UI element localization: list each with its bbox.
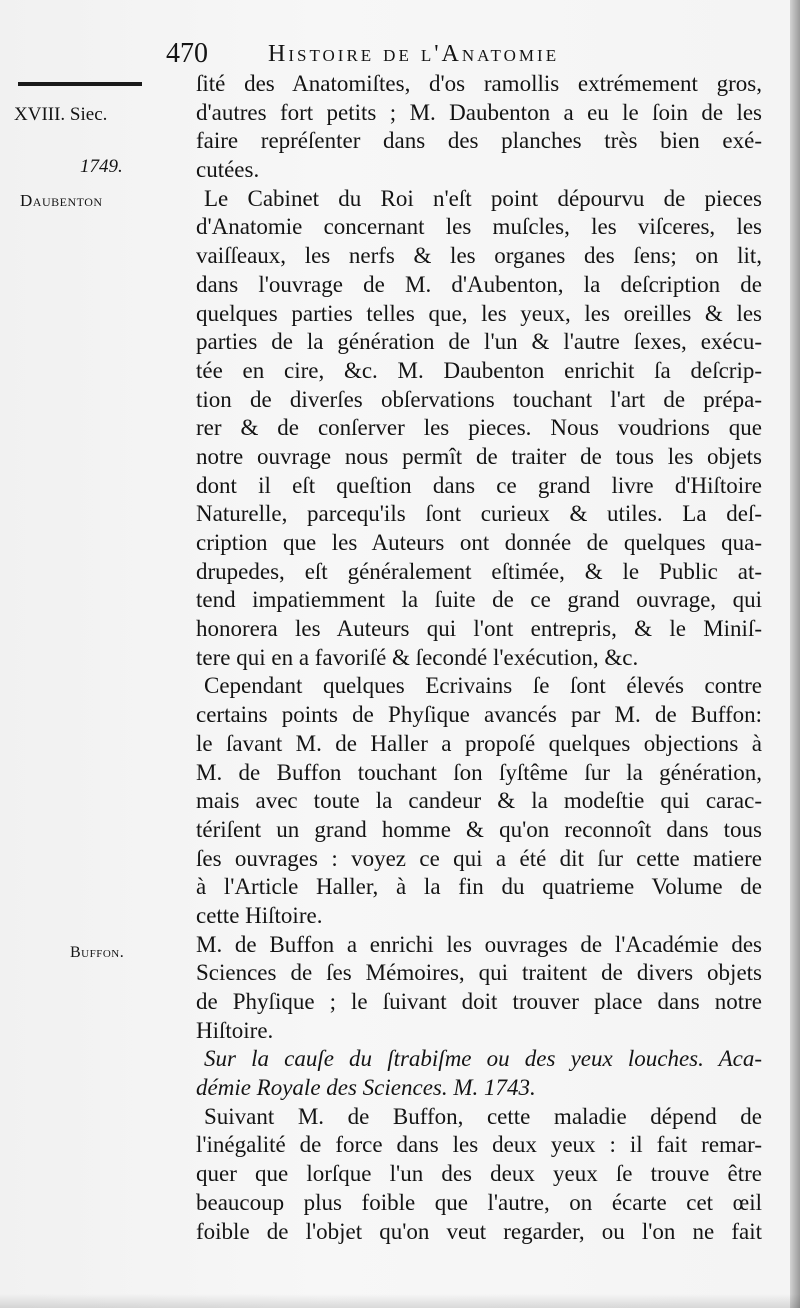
running-title: Histoire de l'Anatomie [268, 41, 560, 67]
text-line: à l'Article Haller, à la fin du quatrieme Volume de [196, 874, 762, 900]
text-line: dans l'ouvrage de M. d'Aubenton, la deſcription de [196, 271, 762, 297]
text-line: Suivant M. de Buffon, cette maladie dépend de [204, 1103, 762, 1129]
text-line: certains points de Phyſique avancés par M. de Buffon: [196, 702, 762, 728]
text-line: parties de la génération de l'un & l'autre ſexes, exécu- [196, 329, 762, 355]
margin-note-author-daubenton: Daubenton [20, 191, 103, 210]
text-line: l'inégalité de force dans les deux yeux : il fait remar- [196, 1132, 762, 1158]
text-line: ſes ouvrages : voyez ce qui a été dit ſur cette matiere [196, 845, 762, 871]
text-line: cription que les Auteurs ont donnée de quelques qua- [196, 530, 762, 555]
page-bottom-shadow [0, 1294, 800, 1308]
page-gutter-shadow [790, 0, 800, 1308]
body-text [196, 70, 762, 1246]
text-line: d'Anatomie concernant les muſcles, les viſceres, les [196, 214, 762, 240]
text-line: cutées. [196, 157, 260, 183]
text-line: Sur la cauſe du ſtrabiſme ou des yeux louches. Aca- [204, 1046, 762, 1072]
text-line: Naturelle, parcequ'ils ſont curieux & utiles. La deſ- [196, 501, 762, 527]
text-line: tere qui en a favoriſé & ſecondé l'exécution, &c. [196, 644, 639, 670]
text-line: M. de Buffon a enrichi les ouvrages de l'Académie des [196, 931, 762, 957]
margin-note-year: 1749. [80, 156, 123, 177]
text-line: foible de l'objet qu'on veut regarder, ou l'on ne fait [196, 1218, 762, 1244]
text-line: drupedes, eſt généralement eſtimée, & le Public at- [196, 558, 762, 584]
margin-note-century: XVIII. Siec. [14, 104, 108, 125]
text-line: cette Hiſtoire. [196, 902, 323, 928]
text-line: mais avec toute la candeur & la modeſtie qui carac- [196, 788, 762, 814]
text-line: faire repréſenter dans des planches très bien exé- [196, 128, 762, 154]
text-line: tend impatiemment la ſuite de ce grand ouvrage, qui [196, 587, 762, 613]
text-line: notre ouvrage nous permît de traiter de tous les objets [196, 443, 762, 469]
text-line: le ſavant M. de Haller a propoſé quelques objections à [196, 730, 762, 756]
text-line: quer que lorſque l'un des deux yeux ſe trouve être [196, 1161, 762, 1187]
text-line: démie Royale des Sciences. M. 1743. [196, 1075, 536, 1101]
text-line: beaucoup plus foible que l'autre, on écarte cet œil [196, 1189, 762, 1215]
text-line: quelques parties telles que, les yeux, les oreilles & les [196, 300, 762, 326]
text-line: Hiſtoire. [196, 1017, 274, 1043]
text-line: tion de diverſes obſervations touchant l'art de prépa- [196, 386, 762, 412]
text-line: d'autres fort petits ; M. Daubenton a eu le ſoin de les [196, 99, 762, 125]
page-number: 470 [166, 38, 208, 69]
text-line: Cependant quelques Ecrivains ſe ſont élevés contre [204, 673, 762, 699]
margin-rule [18, 82, 142, 86]
text-line: tériſent un grand homme & qu'on reconnoît dans tous [196, 816, 762, 842]
margin-note-author-buffon: Buffon. [70, 944, 125, 961]
text-line: Le Cabinet du Roi n'eſt point dépourvu de pieces [204, 185, 762, 211]
text-line: rer & de conſerver les pieces. Nous voudrions que [196, 415, 762, 441]
text-line: tée en cire, &c. M. Daubenton enrichit ſa deſcrip- [196, 357, 762, 383]
page-header [166, 36, 686, 72]
text-line: vaiſſeaux, les nerfs & les organes des ſens; on lit, [196, 243, 762, 269]
text-line: Sciences de ſes Mémoires, qui traitent de divers objets [196, 960, 762, 986]
text-line: ſité des Anatomiſtes, d'os ramollis extrémement gros, [196, 71, 762, 96]
text-line: dont il eſt queſtion dans ce grand livre d'Hiſtoire [196, 472, 762, 498]
text-line: honorera les Auteurs qui l'ont entrepris, & le Miniſ- [196, 616, 762, 642]
text-line: M. de Buffon touchant ſon ſyſtême ſur la génération, [196, 759, 762, 785]
text-line: de Phyſique ; le ſuivant doit trouver place dans notre [196, 989, 762, 1014]
